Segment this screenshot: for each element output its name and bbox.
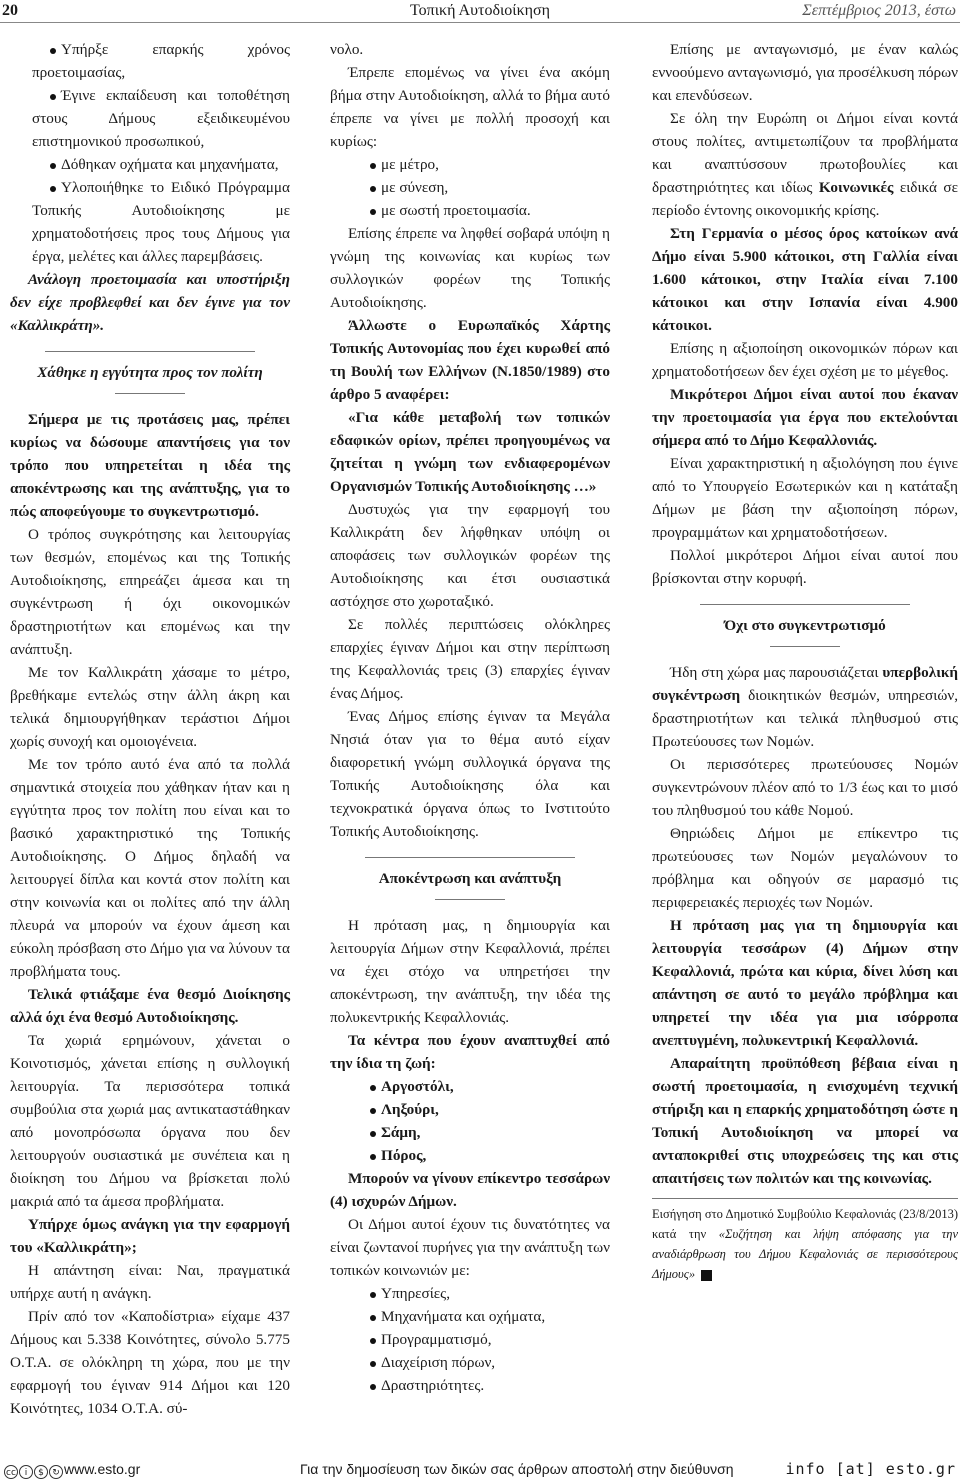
bullet-icon <box>370 186 376 192</box>
list-item: Δόθηκαν οχήματα και μηχανήματα, <box>10 153 290 176</box>
list-item: Υπήρξε επαρκής χρόνος προετοιμασίας, <box>32 41 290 81</box>
bullet-icon <box>370 1108 376 1114</box>
paragraph: Ο τρόπος συγκρότησης και λειτουργίας των θεσμών, επομένως και της Τοπικής Αυτοδιοίκησης, επηρεάζει άμεσα και τη συγκέντρωση ή όχι οικονομικών δραστηριοτήτων και επομένως και την ανάπτυξη. <box>10 526 290 658</box>
page-footer <box>0 1458 960 1480</box>
end-mark-icon <box>701 1270 712 1281</box>
list-item: με μέτρο, <box>330 153 610 176</box>
list-item: Υπηρεσίες, <box>330 1282 610 1305</box>
list-item: Προγραμματισμό, <box>330 1328 610 1351</box>
by-icon: i <box>19 1465 33 1479</box>
paragraph: Τα χωριά ερημώνουν, χάνεται ο Κοινοτισμός, χάνεται επίσης η συλλογική λειτουργία. Τα περισσότερα τοπικά συμβούλια στα χωριά μας αντικαταστάθηκαν από μονοπρόσωπα όργανα που δεν λειτουργούν ουσιαστικά με συνέπεια και η διοίκηση του Δήμου να βρίσκεται πολύ μακριά από τα άμεσα προβλήματα. <box>10 1032 290 1210</box>
list-item: Έγινε εκπαίδευση και τοποθέτηση στους Δήμους εξειδικευμένου επιστημονικού προσωπικού, <box>32 87 290 150</box>
paragraph: Επίσης η αξιοποίηση οικονομικών πόρων και χρηματοδοτήσεων δεν έχει σχέση με το μέγεθος. <box>652 340 958 380</box>
bullet-icon <box>370 1154 376 1160</box>
bullet-icon <box>50 94 56 100</box>
list-item: Υλοποιήθηκε το Ειδικό Πρόγραμμα Τοπικής Αυτοδιοίκησης με χρηματοδοτήσεις προς τους Δήμους για έργα, μελέτες και άλλες παρεμβάσεις. <box>32 179 290 265</box>
bullet-icon <box>370 209 376 215</box>
list-item: με σωστή προετοιμασία. <box>330 199 610 222</box>
emphasis-note: Ανάλογη προετοιμασία και υποστήριξη δεν είχε προβλεφθεί και δεν έγινε για τον «Καλλικράτη». <box>10 271 290 334</box>
list-item: Δραστηριότητες. <box>330 1374 610 1397</box>
column-1 <box>10 38 290 1420</box>
bold-paragraph: Στη Γερμανία ο μέσος όρος κατοίκων ανά Δήμο είναι 5.900 κάτοικοι, στη Γαλλία είναι 1.600 κάτοικοι, στην Ιταλία είναι 7.100 κάτοικοι και στην Ισπανία είναι 4.900 κάτοικοι. <box>652 225 958 334</box>
paragraph: Με τον Καλλικράτη χάσαμε το μέτρο, βρεθήκαμε εντελώς στην άλλη άκρη και τελικά δημιουργήθηκαν τεράστιοι Δήμοι χωρίς συνοχή και ομοιογένεια. <box>10 664 290 750</box>
list-item: Διαχείριση πόρων, <box>330 1351 610 1374</box>
sa-icon: ↻ <box>49 1465 63 1479</box>
bullet-icon <box>370 1131 376 1137</box>
list-item: Πόρος, <box>330 1144 610 1167</box>
bold-paragraph: Η πρόταση μας για τη δημιουργία και λειτουργία τεσσάρων (4) Δήμων στην Κεφαλλονιά, πρώτα και κύρια, δίνει λύση και απάντηση σε αυτό το μεγάλο πρόβλημα και υπηρετεί την ιδέα για μια ισόρροπα ανεπτυγμένη, πολυκεντρική Κεφαλλονιά. <box>652 917 958 1049</box>
paragraph: Οι Δήμοι αυτοί έχουν τις δυνατότητες να είναι ζωντανοί πυρήνες για την ανάπτυξη των τοπικών κοινωνιών με: <box>330 1216 610 1279</box>
footnote: Εισήγηση στο Δημοτικό Συμβούλιο Κεφαλονιάς (23/8/2013) κατά την «Συζήτηση και λήψη απόφασης για την αναδιάρθρωση του Δήμου Κεφαλονιάς σε περισσότερους Δήμους» <box>652 1198 958 1284</box>
contact-email[interactable]: info [at] esto.gr <box>785 1460 956 1478</box>
paragraph: Είναι χαρακτηριστική η αξιολόγηση που έγινε από το Υπουργείο Εσωτερικών και η κατάταξη Δήμων με βάση την αξιοποίηση πόρων, προγραμμάτων και χρηματοδοτήσεων. <box>652 455 958 541</box>
bullet-icon <box>50 163 56 169</box>
bold-paragraph: Τελικά φτιάξαμε ένα θεσμό Διοίκησης αλλά όχι ένα θεσμό Αυτοδιοίκησης. <box>10 986 290 1026</box>
list-item: Σάμη, <box>330 1121 610 1144</box>
paragraph: Πρίν από τον «Καποδίστρια» είχαμε 437 Δήμους και 5.338 Κοινότητες, σύνολο 5.775 Ο.Τ.Α. σε ολόκληρη τη χώρα, που με την εφαρμογή του έγιναν 914 Δήμοι και 120 Κοινότητες, 1034 Ο.Τ.Α. σύ- <box>10 1308 290 1417</box>
cc-icon: cc <box>4 1465 18 1479</box>
bold-paragraph: Μπορούν να γίνουν επίκεντρο τεσσάρων (4) ισχυρών Δήμων. <box>330 1170 610 1210</box>
paragraph: Οι περισσότερες πρωτεύουσες Νομών συγκεντρώνουν πλέον από το 1/3 έως και το μισό του πληθυσμού του κάθε Νομού. <box>652 756 958 819</box>
paragraph: Η απάντηση είναι: Ναι, πραγματικά υπήρχε αυτή η ανάγκη. <box>10 1262 290 1302</box>
bullet-icon <box>370 1292 376 1298</box>
submission-note: Για την δημοσίευση των δικών σας άρθρων αποστολή στην διεύθυνση <box>300 1461 734 1477</box>
quote-paragraph: «Για κάθε μεταβολή των τοπικών εδαφικών ορίων, πρέπει προηγουμένως να ζητείται η γνώμη των ενδιαφερομένων Οργανισμών Τοπικής Αυτοδιοίκησης …» <box>330 409 610 495</box>
list-item: Αργοστόλι, <box>330 1075 610 1098</box>
paragraph: Πολλοί μικρότεροι Δήμοι είναι αυτοί που βρίσκονται στην κορυφή. <box>652 547 958 587</box>
paragraph: Θηριώδεις Δήμοι με επίκεντρο τις πρωτεύουσες των Νομών μεγαλώνουν το πρόβλημα και οδηγούν σε μαρασμό τις περιφερειακές περιοχές των Νομών. <box>652 825 958 911</box>
list-item: με σύνεση, <box>330 176 610 199</box>
paragraph: Επίσης με ανταγωνισμό, με έναν καλώς εννοούμενο ανταγωνισμό, για προσέλκυση πόρων και επενδύσεων. <box>652 41 958 104</box>
paragraph: νολο. <box>330 41 364 58</box>
paragraph: Ήδη στη χώρα μας παρουσιάζεται υπερβολική συγκέντρωση διοικητικών θεσμών, υπηρεσιών, δραστηριοτήτων και τελικά πληθυσμού στις Πρωτεύουσες των Νομών. <box>652 664 958 750</box>
bullet-icon <box>50 186 56 192</box>
paragraph: Η πρόταση μας, η δημιουργία και λειτουργία Δήμων στην Κεφαλλονιά, πρέπει να έχει στόχο να υπηρετήσει την αποκέντρωση, την ανάπτυξη, την ιδέα της πολυκεντρικής Κεφαλλονιάς. <box>330 917 610 1026</box>
issue-date: Σεπτέμβριος 2013, έστω <box>802 2 956 19</box>
bullet-icon <box>370 1384 376 1390</box>
bold-paragraph: Μικρότεροι Δήμοι είναι αυτοί που έκαναν την προετοιμασία για έργα που εκτελούνται σήμερα από το Δήμο Κεφαλλονιάς. <box>652 386 958 449</box>
section-title: Τοπική Αυτοδιοίκηση <box>409 2 551 19</box>
subheading: Αποκέντρωση και ανάπτυξη <box>330 857 610 900</box>
paragraph: Σε όλη την Ευρώπη οι Δήμοι είναι κοντά στους πολίτες, αντιμετωπίζουν τα προβλήματα και αναπτύσσουν πρωτοβουλίες και δραστηριότητες και ιδίως Κοινωνικές ειδικά σε περίοδο έντονης οικονομικής κρίσης. <box>652 110 958 219</box>
subheading: Χάθηκε η εγγύτητα προς τον πολίτη <box>10 351 290 394</box>
subheading: Όχι στο συγκεντρωτισμό <box>652 604 958 647</box>
lead-paragraph: Σήμερα με τις προτάσεις μας, πρέπει κυρίως να δώσουμε απαντήσεις για τον τρόπο που υπηρετείται η ιδέα της αποκέντρωσης και της ανάπτυξης, για το πώς αποφεύγουμε το συγκεντρωτισμό. <box>10 411 290 520</box>
bullet-icon <box>50 48 56 54</box>
page-header <box>0 0 960 23</box>
column-2 <box>330 38 610 1397</box>
paragraph: Επίσης έπρεπε να ληφθεί σοβαρά υπόψη η γνώμη της κοινωνίας και κυρίως των συλλογικών φορέων της Τοπικής Αυτοδιοίκησης. <box>330 225 610 311</box>
bullet-icon <box>370 1085 376 1091</box>
paragraph: Έπρεπε επομένως να γίνει ένα ακόμη βήμα στην Αυτοδιοίκηση, αλλά το βήμα αυτό έπρεπε να γίνει με πολλή προσοχή και κυρίως: <box>330 64 610 150</box>
list-item: Μηχανήματα και οχήματα, <box>330 1305 610 1328</box>
bold-paragraph: Τα κέντρα που έχουν αναπτυχθεί από την ίδια τη ζωή: <box>330 1032 610 1072</box>
bold-paragraph: Απαραίτητη προϋπόθεση βέβαια είναι η σωστή προετοιμασία, η ενισχυμένη τεχνική στήριξη και η επαρκής χρηματοδότηση ώστε η Τοπική Αυτοδιοίκηση να μπορεί να ανταποκριθεί στις υποχρεώσεις της και στις απαιτήσεις των πολιτών και της κοινωνίας. <box>652 1055 958 1187</box>
paragraph: Σε πολλές περιπτώσεις ολόκληρες επαρχίες έγιναν Δήμοι και στην περίπτωση της Κεφαλλονιάς τρεις (3) επαρχίες έγιναν ένας Δήμος. <box>330 616 610 702</box>
column-3 <box>652 38 958 1284</box>
bullet-icon <box>370 163 376 169</box>
paragraph: Ένας Δήμος επίσης έγιναν τα Μεγάλα Νησιά όταν για το θέμα αυτό είχαν διαφορετική γνώμη συλλογικά όργανα της Τοπικής Αυτοδιοίκησης όλα και τεχνοκρατικά όργανα όπως το Ινστιτούτο Τοπικής Αυτοδιοίκησης. <box>330 708 610 840</box>
bold-paragraph: Άλλωστε ο Ευρωπαϊκός Χάρτης Τοπικής Αυτονομίας που έχει κυρωθεί από τη Βουλή των Ελλήνων (Ν.1850/1989) στο άρθρο 5 αναφέρει: <box>330 317 610 403</box>
paragraph: Με τον τρόπο αυτό ένα από τα πολλά σημαντικά στοιχεία που χάθηκαν ήταν και η εγγύτητα προς τον πολίτη που είναι και το βασικό χαρακτηριστικό της Τοπικής Αυτοδιοίκησης. Ο Δήμος δηλαδή να λειτουργεί δίπλα και κοντά στον πολίτη και στην κοινωνία και οι πολίτες από την άλλη πλευρά να μπορούν να έχουν άμεση και εύκολη πρόσβαση στο Δήμο για να λύνουν τα προβλήματα τους. <box>10 756 290 980</box>
site-link[interactable]: www.esto.gr <box>64 1461 141 1477</box>
bullet-icon <box>370 1315 376 1321</box>
list-item: Ληξούρι, <box>330 1098 610 1121</box>
paragraph: Δυστυχώς για την εφαρμογή του Καλλικράτη δεν λήφθηκαν υπόψη οι αποφάσεις των συλλογικών φορέων της Αυτοδιοίκησης και έτσι ουσιαστικά αστόχησε στο χωροταξικό. <box>330 501 610 610</box>
bullet-icon <box>370 1361 376 1367</box>
bold-paragraph: Υπήρχε όμως ανάγκη για την εφαρμογή του «Καλλικράτη»; <box>10 1216 290 1256</box>
nc-icon: $ <box>34 1465 48 1479</box>
bullet-icon <box>370 1338 376 1344</box>
page-number: 20 <box>2 2 18 19</box>
